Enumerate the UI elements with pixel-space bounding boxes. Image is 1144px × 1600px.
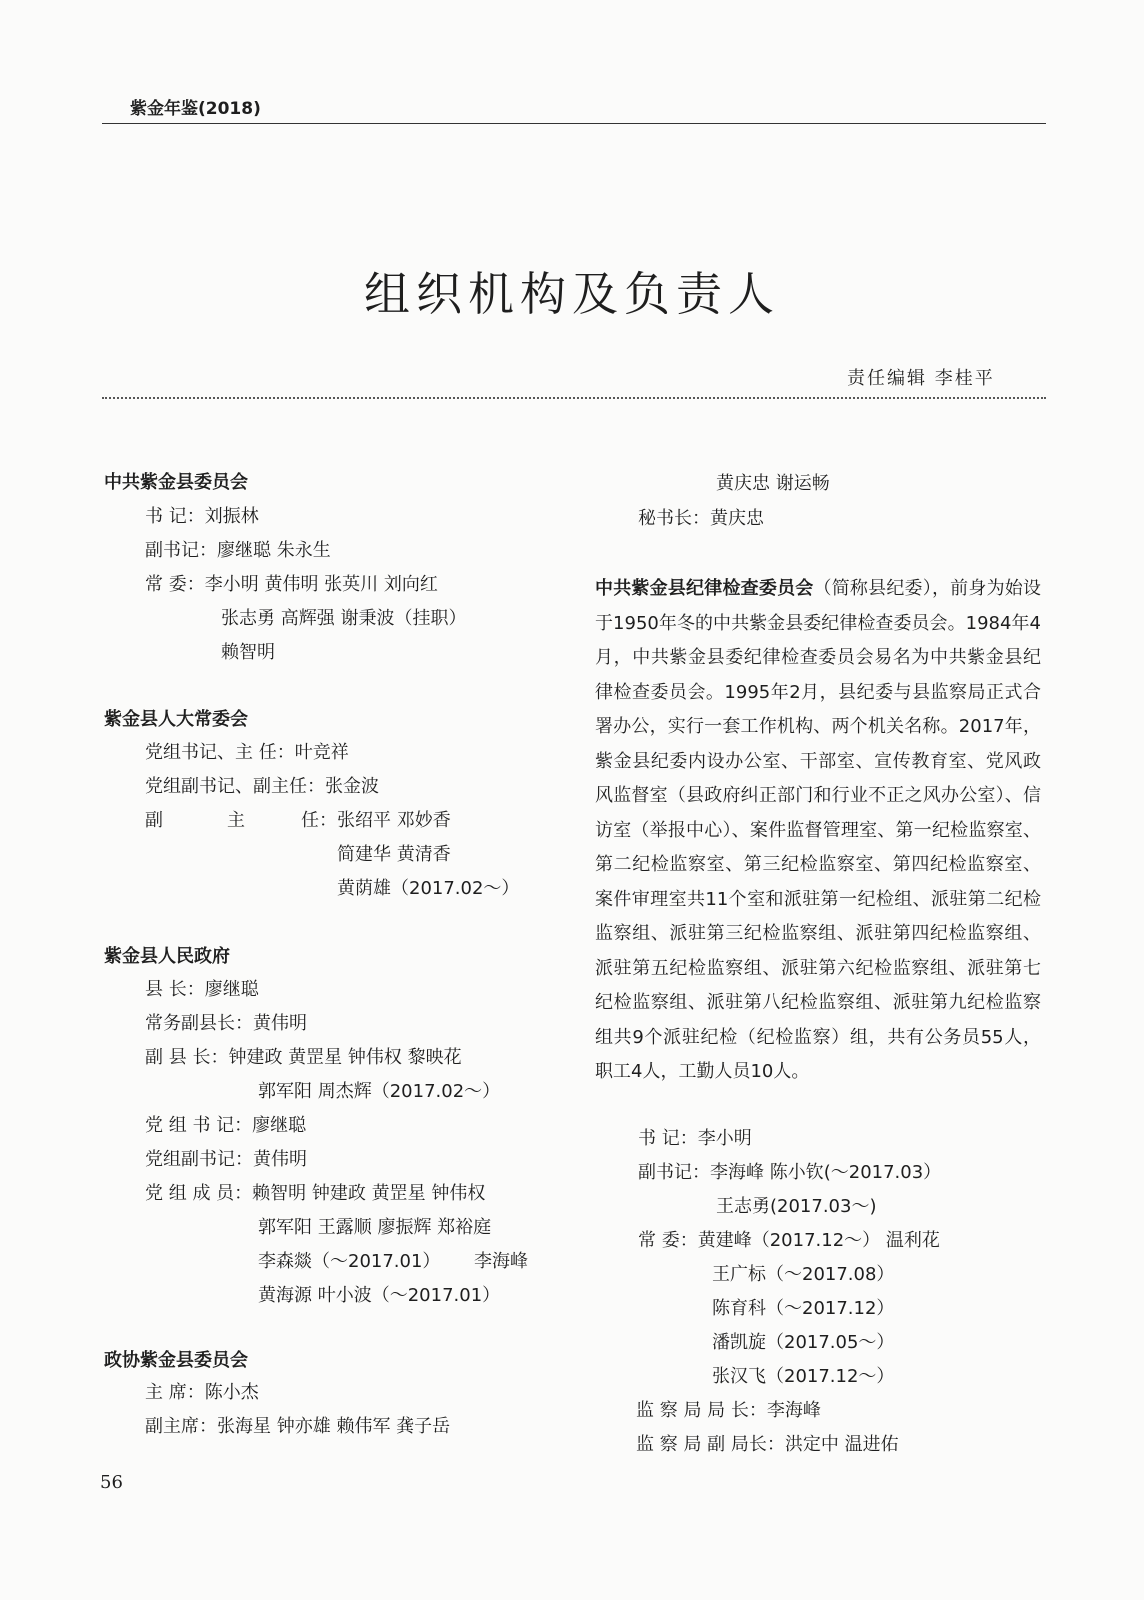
- list-line: 主 席：陈小杰: [145, 1382, 259, 1403]
- list-line: 副 县 长：钟建政 黄罡星 钟伟权 黎映花: [145, 1047, 462, 1068]
- list-line: 监 察 局 副 局长：洪定中 温进佑: [636, 1434, 899, 1455]
- list-line: 党组副书记：黄伟明: [145, 1149, 307, 1170]
- list-line: 张汉飞（2017.12～）: [712, 1366, 895, 1387]
- list-line: 书 记：李小明: [638, 1128, 752, 1149]
- list-line: 党 组 书 记：廖继聪: [145, 1115, 307, 1136]
- dotted-divider: [102, 397, 1046, 399]
- list-line: 黄庆忠 谢运畅: [716, 473, 830, 494]
- list-line: 李海峰: [474, 1251, 528, 1272]
- list-line: 赖智明: [221, 642, 275, 663]
- list-line: 王广标（～2017.08）: [712, 1264, 895, 1285]
- list-line: 党组书记、主 任：叶竞祥: [145, 742, 349, 763]
- list-line: 党 组 成 员：赖智明 钟建政 黄罡星 钟伟权: [145, 1183, 486, 1204]
- page-number: 56: [100, 1472, 123, 1493]
- section-heading-discipline-commission: 中共紫金县纪律检查委员会: [595, 578, 814, 599]
- list-line: 任：张绍平 邓妙香: [301, 810, 451, 831]
- header-rule: [102, 123, 1046, 124]
- list-line: 潘凯旋（2017.05～）: [712, 1332, 895, 1353]
- list-line: 王志勇(2017.03～): [716, 1196, 877, 1217]
- list-line: 黄荫雄（2017.02～）: [337, 878, 520, 899]
- section-heading-county-government: 紫金县人民政府: [104, 946, 230, 967]
- list-line-label-part: 副: [145, 810, 163, 831]
- list-line: 常务副县长：黄伟明: [145, 1013, 307, 1034]
- list-line: 黄海源 叶小波（～2017.01）: [258, 1285, 501, 1306]
- section-heading-cppcc: 政协紫金县委员会: [104, 1350, 248, 1371]
- list-line: 李森燚（～2017.01）: [258, 1251, 441, 1272]
- list-line: 常 委：黄建峰（2017.12～） 温利花: [638, 1230, 940, 1251]
- list-line-label-part: 主: [227, 810, 245, 831]
- list-line: 陈育科（～2017.12）: [712, 1298, 895, 1319]
- list-line: 张志勇 高辉强 谢秉波（挂职）: [221, 608, 467, 629]
- list-line: 副书记：廖继聪 朱永生: [145, 540, 331, 561]
- responsible-editor: 责任编辑 李桂平: [847, 368, 995, 389]
- list-line: 党组副书记、副主任：张金波: [145, 776, 379, 797]
- list-line: 监 察 局 局 长：李海峰: [636, 1400, 821, 1421]
- paragraph-body: （简称县纪委），前身为始设于1950年冬的中共紫金县委纪律检查委员会。1984年4月，中共紫金县委纪律检查委员会易名为中共紫金县纪律检查委员会。1995年2月，县纪委与县监察局正式合署办公，实行一套工作机构、两个机关名称。2017年，紫金县纪委内设办公室、干部室、宣传教育室、党风政风监督室（县政府纠正部门和行业不正之风办公室）、信访室（举报中心）、案件监督管理室、第一纪检监察室、第二纪检监察室、第三纪检监察室、第四纪检监察室、案件审理室共11个室和派驻第一纪检组、派驻第二纪检监察组、派驻第三纪检监察组、派驻第四纪检监察组、派驻第五纪检监察组、派驻第六纪检监察组、派驻第七纪检监察组、派驻第八纪检监察组、派驻第九纪检监察组共9个派驻纪检（纪检监察）组，共有公务员55人，职工4人，工勤人员10人。: [595, 578, 1041, 1082]
- discipline-commission-paragraph: [595, 572, 1041, 1090]
- list-line: 副主席：张海星 钟亦雄 赖伟军 龚子岳: [145, 1416, 451, 1437]
- page-title: 组织机构及负责人: [364, 267, 780, 321]
- list-line: 常 委：李小明 黄伟明 张英川 刘向红: [145, 574, 438, 595]
- list-line: 简建华 黄清香: [337, 844, 451, 865]
- list-line: 秘书长：黄庆忠: [638, 508, 764, 529]
- section-heading-npc-standing-committee: 紫金县人大常委会: [104, 709, 248, 730]
- running-header: 紫金年鉴(2018): [130, 99, 261, 119]
- list-line: 郭军阳 王露顺 廖振辉 郑裕庭: [258, 1217, 492, 1238]
- list-line: 县 长：廖继聪: [145, 979, 259, 1000]
- section-heading-county-committee: 中共紫金县委员会: [104, 472, 248, 493]
- list-line: 郭军阳 周杰辉（2017.02～）: [258, 1081, 501, 1102]
- list-line: 书 记：刘振林: [145, 506, 259, 527]
- list-line: 副书记：李海峰 陈小钦(～2017.03）: [638, 1162, 942, 1183]
